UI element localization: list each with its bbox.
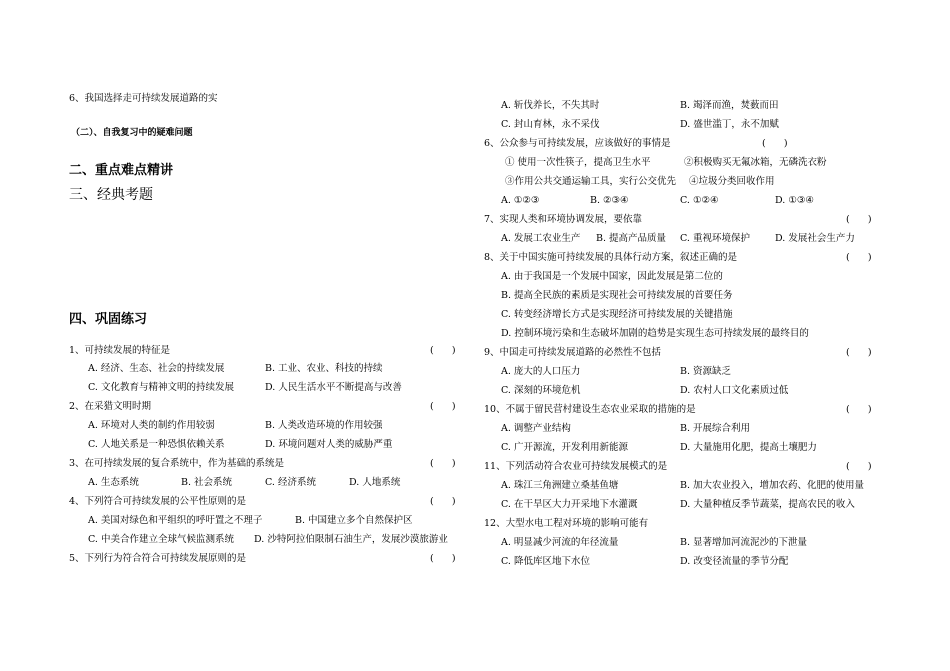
option: B. 人类改造环境的作用较强: [265, 420, 383, 431]
option: B. 竭泽而渔，焚薮而田: [680, 100, 779, 111]
option: A. 美国对绿色和平组织的呼吁置之不理子: [88, 515, 263, 526]
option: D. 沙特阿拉伯限制石油生产，发展沙漠旅游业: [254, 534, 448, 545]
option: C. 深刻的环境危机: [501, 385, 581, 396]
answer-paren: ( ): [846, 252, 872, 263]
answer-paren: ( ): [846, 347, 872, 358]
option: D. 农村人口文化素质过低: [680, 385, 789, 396]
option: A. 发展工农业生产: [501, 233, 581, 244]
statement-item: ① 使用一次性筷子，提高卫生水平: [505, 157, 651, 168]
option: D. 人民生活水平不断提高与改善: [265, 382, 402, 393]
option: C. 广开源流，开发利用新能源: [501, 442, 628, 453]
option: C. ①②④: [680, 195, 719, 206]
option: C. 文化教育与精神文明的持续发展: [88, 382, 234, 393]
question-stem: 4、下列符合可持续发展的公平性原则的是: [69, 496, 247, 507]
question-stem: 6、公众参与可持续发展，应该做好的事情是: [484, 138, 671, 149]
option: B. 加大农业投入，增加农药、化肥的使用量: [680, 480, 865, 491]
answer-paren: ( ): [430, 345, 456, 356]
option: A. 经济、生态、社会的持续发展: [88, 363, 225, 374]
option: D. 盛世滥丁，永不加赋: [680, 119, 779, 130]
self-review-heading: （二）、自我复习中的疑难问题: [71, 128, 193, 138]
option: B. 中国建立多个自然保护区: [295, 515, 413, 526]
question-stem: 9、中国走可持续发展道路的必然性不包括: [484, 347, 662, 358]
question-stem: 1、可持续发展的特征是: [69, 345, 171, 356]
option: D. 大量种植反季节蔬菜，提高农民的收入: [680, 499, 855, 510]
answer-paren: ( ): [430, 401, 456, 412]
option: C. 重视环境保护: [680, 233, 750, 244]
option: A. 庞大的人口压力: [501, 366, 581, 377]
answer-paren: ( ): [430, 496, 456, 507]
section3-heading: 三、经典考题: [69, 187, 153, 203]
question-stem: 8、关于中国实施可持续发展的具体行动方案，叙述正确的是: [484, 252, 738, 263]
option: B. 资源缺乏: [680, 366, 732, 377]
option: C. 降低库区地下水位: [501, 556, 590, 567]
option: B. 开展综合利用: [680, 423, 751, 434]
option: A. 珠江三角洲建立桑基鱼塘: [501, 480, 619, 491]
option: D. 大量施用化肥，提高土壤肥力: [680, 442, 817, 453]
q6-intro-text: 6、我国选择走可持续发展道路的实: [69, 93, 218, 104]
option: B. 提高产品质量: [596, 233, 667, 244]
question-stem: 3、在可持续发展的复合系统中，作为基础的系统是: [69, 458, 285, 469]
option: D. 改变径流量的季节分配: [680, 556, 789, 567]
option: B. 显著增加河流泥沙的下泄量: [680, 537, 808, 548]
section4-heading: 四、巩固练习: [69, 312, 148, 327]
answer-paren: ( ): [430, 458, 456, 469]
option: C. 封山育林，永不采伐: [501, 119, 600, 130]
option: D. 发展社会生产力: [775, 233, 855, 244]
answer-paren: ( ): [762, 138, 788, 149]
option: C. 转变经济增长方式是实现经济可持续发展的关键措施: [501, 309, 733, 320]
option: A. 生态系统: [88, 477, 139, 488]
option: D. 环境问题对人类的威胁严重: [265, 439, 393, 450]
answer-paren: ( ): [430, 553, 456, 564]
option: C. 经济系统: [265, 477, 316, 488]
option: B. ②③④: [590, 195, 629, 206]
option: B. 提高全民族的素质是实现社会可持续发展的首要任务: [501, 290, 733, 301]
option: A. 由于我国是一个发展中国家，因此发展是第二位的: [501, 271, 723, 282]
question-stem: 7、实现人类和环境协调发展，要依靠: [484, 214, 643, 225]
statement-item: ③作用公共交通运输工具，实行公交优先: [505, 176, 677, 187]
option: D. 人地系统: [349, 477, 401, 488]
option: C. 人地关系是一种恐惧依赖关系: [88, 439, 225, 450]
question-stem: 2、在采猎文明时期: [69, 401, 152, 412]
option: C. 在干旱区大力开采地下水灌溉: [501, 499, 638, 510]
question-stem: 11、下列活动符合农业可持续发展模式的是: [484, 461, 668, 472]
question-stem: 10、不属于留民营村建设生态农业采取的措施的是: [484, 404, 696, 415]
option: B. 社会系统: [181, 477, 233, 488]
option: A. 调整产业结构: [501, 423, 571, 434]
option: D. 控制环境污染和生态破坏加剧的趋势是实现生态可持续发展的最终目的: [501, 328, 809, 339]
option: A. 环境对人类的制约作用较弱: [88, 420, 215, 431]
statement-item: ④垃圾分类回收作用: [689, 176, 775, 187]
option: D. ①③④: [775, 195, 814, 206]
option: A. 明显减少河流的年径流量: [501, 537, 619, 548]
section2-heading: 二、重点难点精讲: [69, 163, 174, 178]
option: A. 斩伐养长，不失其时: [501, 100, 600, 111]
question-stem: 5、下列行为符合符合可持续发展原则的是: [69, 553, 247, 564]
answer-paren: ( ): [846, 461, 872, 472]
statement-item: ②积极购买无氟冰箱，无磷洗衣粉: [684, 157, 827, 168]
option: C. 中美合作建立全球气候监测系统: [88, 534, 234, 545]
answer-paren: ( ): [846, 214, 872, 225]
option: A. ①②③: [501, 195, 540, 206]
answer-paren: ( ): [846, 404, 872, 415]
question-stem: 12、大型水电工程对环境的影响可能有: [484, 518, 649, 529]
option: B. 工业、农业、科技的持续: [265, 363, 383, 374]
